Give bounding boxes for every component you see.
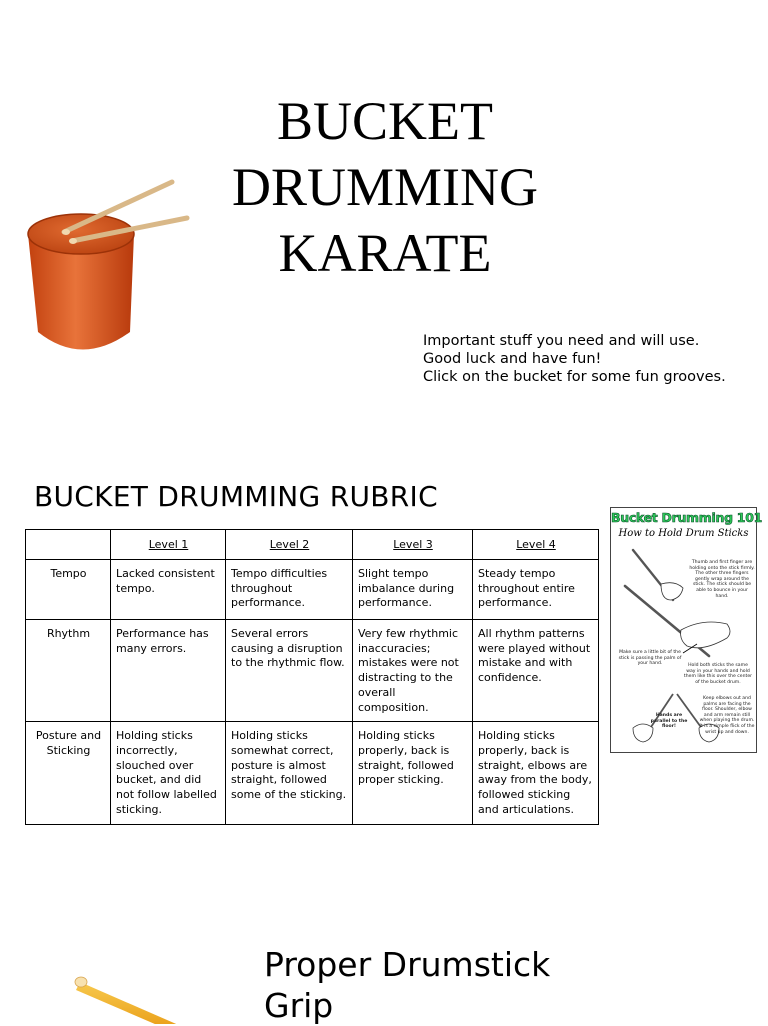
table-cell: Holding sticks incorrectly, slouched over bucket, and did not follow labelled sticking. (111, 722, 226, 825)
header-level-3: Level 3 (353, 530, 473, 560)
criterion-cell: Tempo (26, 560, 111, 620)
table-cell: Holding sticks somewhat correct, posture is almost straight, followed some of the sticking. (226, 722, 353, 825)
table-cell: Several errors causing a disruption to the rhythmic flow. (226, 620, 353, 722)
intro-notes (423, 332, 763, 386)
header-level-2: Level 2 (226, 530, 353, 560)
table-cell: Holding sticks properly, back is straight, elbows are away from the body, followed sticking and articulations. (473, 722, 599, 825)
table-cell: Steady tempo throughout entire performance. (473, 560, 599, 620)
table-cell: Performance has many errors. (111, 620, 226, 722)
poster-title: Bucket Drumming 101 (611, 510, 762, 525)
table-cell: Holding sticks properly, back is straight, followed proper sticking. (353, 722, 473, 825)
table-cell: Very few rhythmic inaccuracies; mistakes were not distracting to the overall composition. (353, 620, 473, 722)
poster-subtitle: How to Hold Drum Sticks (618, 528, 749, 539)
poster-caption-thumb: Thumb and first finger are holding onto the stick firmly. The other three fingers gently wrap around the stick. The stick should be able to bounce in your hand. (689, 560, 755, 599)
section-title (264, 944, 684, 1026)
header-cell-empty (26, 530, 111, 560)
drumstick-icon (70, 970, 210, 1024)
title-line-3: KARATE (278, 223, 492, 283)
table-cell: Slight tempo imbalance during performance. (353, 560, 473, 620)
poster-caption-elbows: Keep elbows out and palms are facing the floor. Shoulder, elbow and arm remain still when playing the drum. It is a simple flick of the wrist up and down. (699, 696, 755, 735)
poster-caption-parallel: Hands are parallel to the floor! (650, 713, 688, 730)
page-title (190, 88, 580, 286)
header-level-4: Level 4 (473, 530, 599, 560)
poster-caption-palm: Make sure a little bit of the stick is passing the palm of your hand. (618, 650, 682, 667)
table-header-row (26, 530, 599, 560)
title-line-2: DRUMMING (231, 157, 539, 217)
header-level-1: Level 1 (111, 530, 226, 560)
table-row (26, 722, 599, 825)
table-row (26, 620, 599, 722)
table-cell: Tempo difficulties throughout performance. (226, 560, 353, 620)
title-line-1: BUCKET (277, 91, 493, 151)
bucket-drum-icon[interactable] (20, 172, 200, 362)
rubric-title: BUCKET DRUMMING RUBRIC (34, 480, 438, 513)
table-cell: All rhythm patterns were played without mistake and with confidence. (473, 620, 599, 722)
section-title-line: Grip (264, 986, 334, 1025)
note-line: Important stuff you need and will use. (423, 333, 700, 349)
section-title-line: Proper Drumstick (264, 945, 551, 984)
note-line: Click on the bucket for some fun grooves. (423, 369, 726, 385)
rubric-table (25, 529, 599, 825)
drum-grip-poster (610, 507, 762, 753)
table-row (26, 560, 599, 620)
poster-caption-both: Hold both sticks the same way in your hands and hold them like this over the center of the bucket drum. (683, 663, 753, 685)
criterion-cell: Rhythm (26, 620, 111, 722)
note-line: Good luck and have fun! (423, 351, 602, 367)
table-cell: Lacked consistent tempo. (111, 560, 226, 620)
criterion-cell: Posture and Sticking (26, 722, 111, 825)
